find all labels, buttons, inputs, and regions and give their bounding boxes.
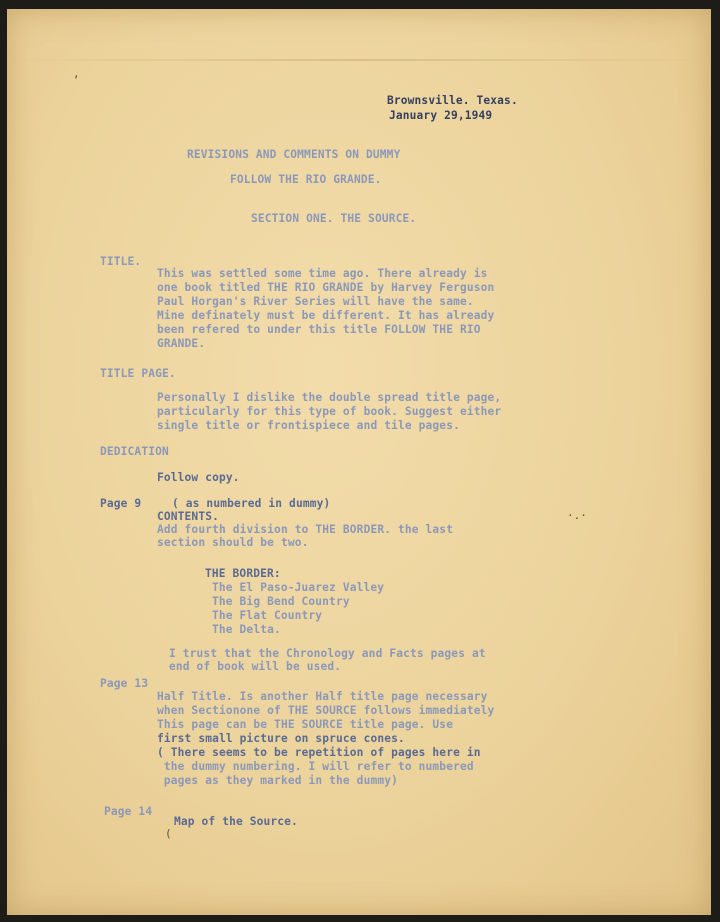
title-section-line: been refered to under this title FOLLOW THE RIO bbox=[157, 323, 481, 336]
page13-line: the dummy numbering. I will refer to numbered bbox=[157, 760, 474, 773]
title-section-line: Mine definately must be different. It has already bbox=[157, 309, 495, 322]
border-list-item: The El Paso-Juarez Valley bbox=[212, 581, 385, 594]
dedication-label: DEDICATION bbox=[100, 445, 169, 458]
page9-line: section should be two. bbox=[157, 536, 309, 549]
paper-fold bbox=[7, 59, 711, 61]
title-section-line: Paul Horgan's River Series will have the same. bbox=[157, 295, 474, 308]
title-section-line: GRANDE. bbox=[157, 337, 206, 350]
page9-line: Add fourth division to THE BORDER. the last bbox=[157, 523, 454, 536]
title-page-line: single title or frontispiece and tile pages. bbox=[157, 419, 460, 432]
border-list-item: The Delta. bbox=[212, 623, 281, 636]
title-section-line: This was settled some time ago. There already is bbox=[157, 267, 488, 280]
page13-line: pages as they marked in the dummy) bbox=[157, 774, 398, 787]
border-list-item: The Flat Country bbox=[212, 609, 323, 622]
page13-line: when Sectionone of THE SOURCE follows immediately bbox=[157, 704, 495, 717]
page14-label: Page 14 bbox=[104, 805, 153, 818]
page13-line: first small picture on spruce cones. bbox=[157, 732, 405, 745]
title-page-line: particularly for this type of book. Suggest either bbox=[157, 405, 502, 418]
stray-mark: ( bbox=[165, 827, 172, 840]
page13-label: Page 13 bbox=[100, 677, 149, 690]
header-date: January 29,1949 bbox=[389, 109, 493, 122]
page9-note: ( as numbered in dummy) bbox=[172, 497, 331, 510]
header-place: Brownsville. Texas. bbox=[387, 94, 518, 107]
page13-line: This page can be THE SOURCE title page. Use bbox=[157, 718, 454, 731]
page9-label: Page 9 bbox=[100, 497, 142, 510]
page14-line: Map of the Source. bbox=[174, 815, 298, 828]
title-line-3: SECTION ONE. THE SOURCE. bbox=[251, 212, 417, 225]
dedication-line: Follow copy. bbox=[157, 471, 240, 484]
border-heading: THE BORDER: bbox=[205, 567, 281, 580]
page13-line: Half Title. Is another Half title page necessary bbox=[157, 690, 488, 703]
border-list-item: The Big Bend Country bbox=[212, 595, 350, 608]
trust-line: end of book will be used. bbox=[169, 660, 342, 673]
document-sheet bbox=[7, 9, 711, 915]
trust-line: I trust that the Chronology and Facts pages at bbox=[169, 647, 486, 660]
title-page-line: Personally I dislike the double spread title page, bbox=[157, 391, 502, 404]
title-page-label: TITLE PAGE. bbox=[100, 367, 176, 380]
page9-line: CONTENTS. bbox=[157, 510, 219, 523]
stray-mark: ·.· bbox=[567, 509, 587, 522]
title-line-2: FOLLOW THE RIO GRANDE. bbox=[230, 173, 382, 186]
title-section-label: TITLE. bbox=[100, 255, 142, 268]
page13-line: ( There seems to be repetition of pages here in bbox=[157, 746, 481, 759]
title-line-1: REVISIONS AND COMMENTS ON DUMMY bbox=[187, 148, 401, 161]
stray-mark: , bbox=[73, 67, 80, 80]
title-section-line: one book titled THE RIO GRANDE by Harvey Ferguson bbox=[157, 281, 495, 294]
